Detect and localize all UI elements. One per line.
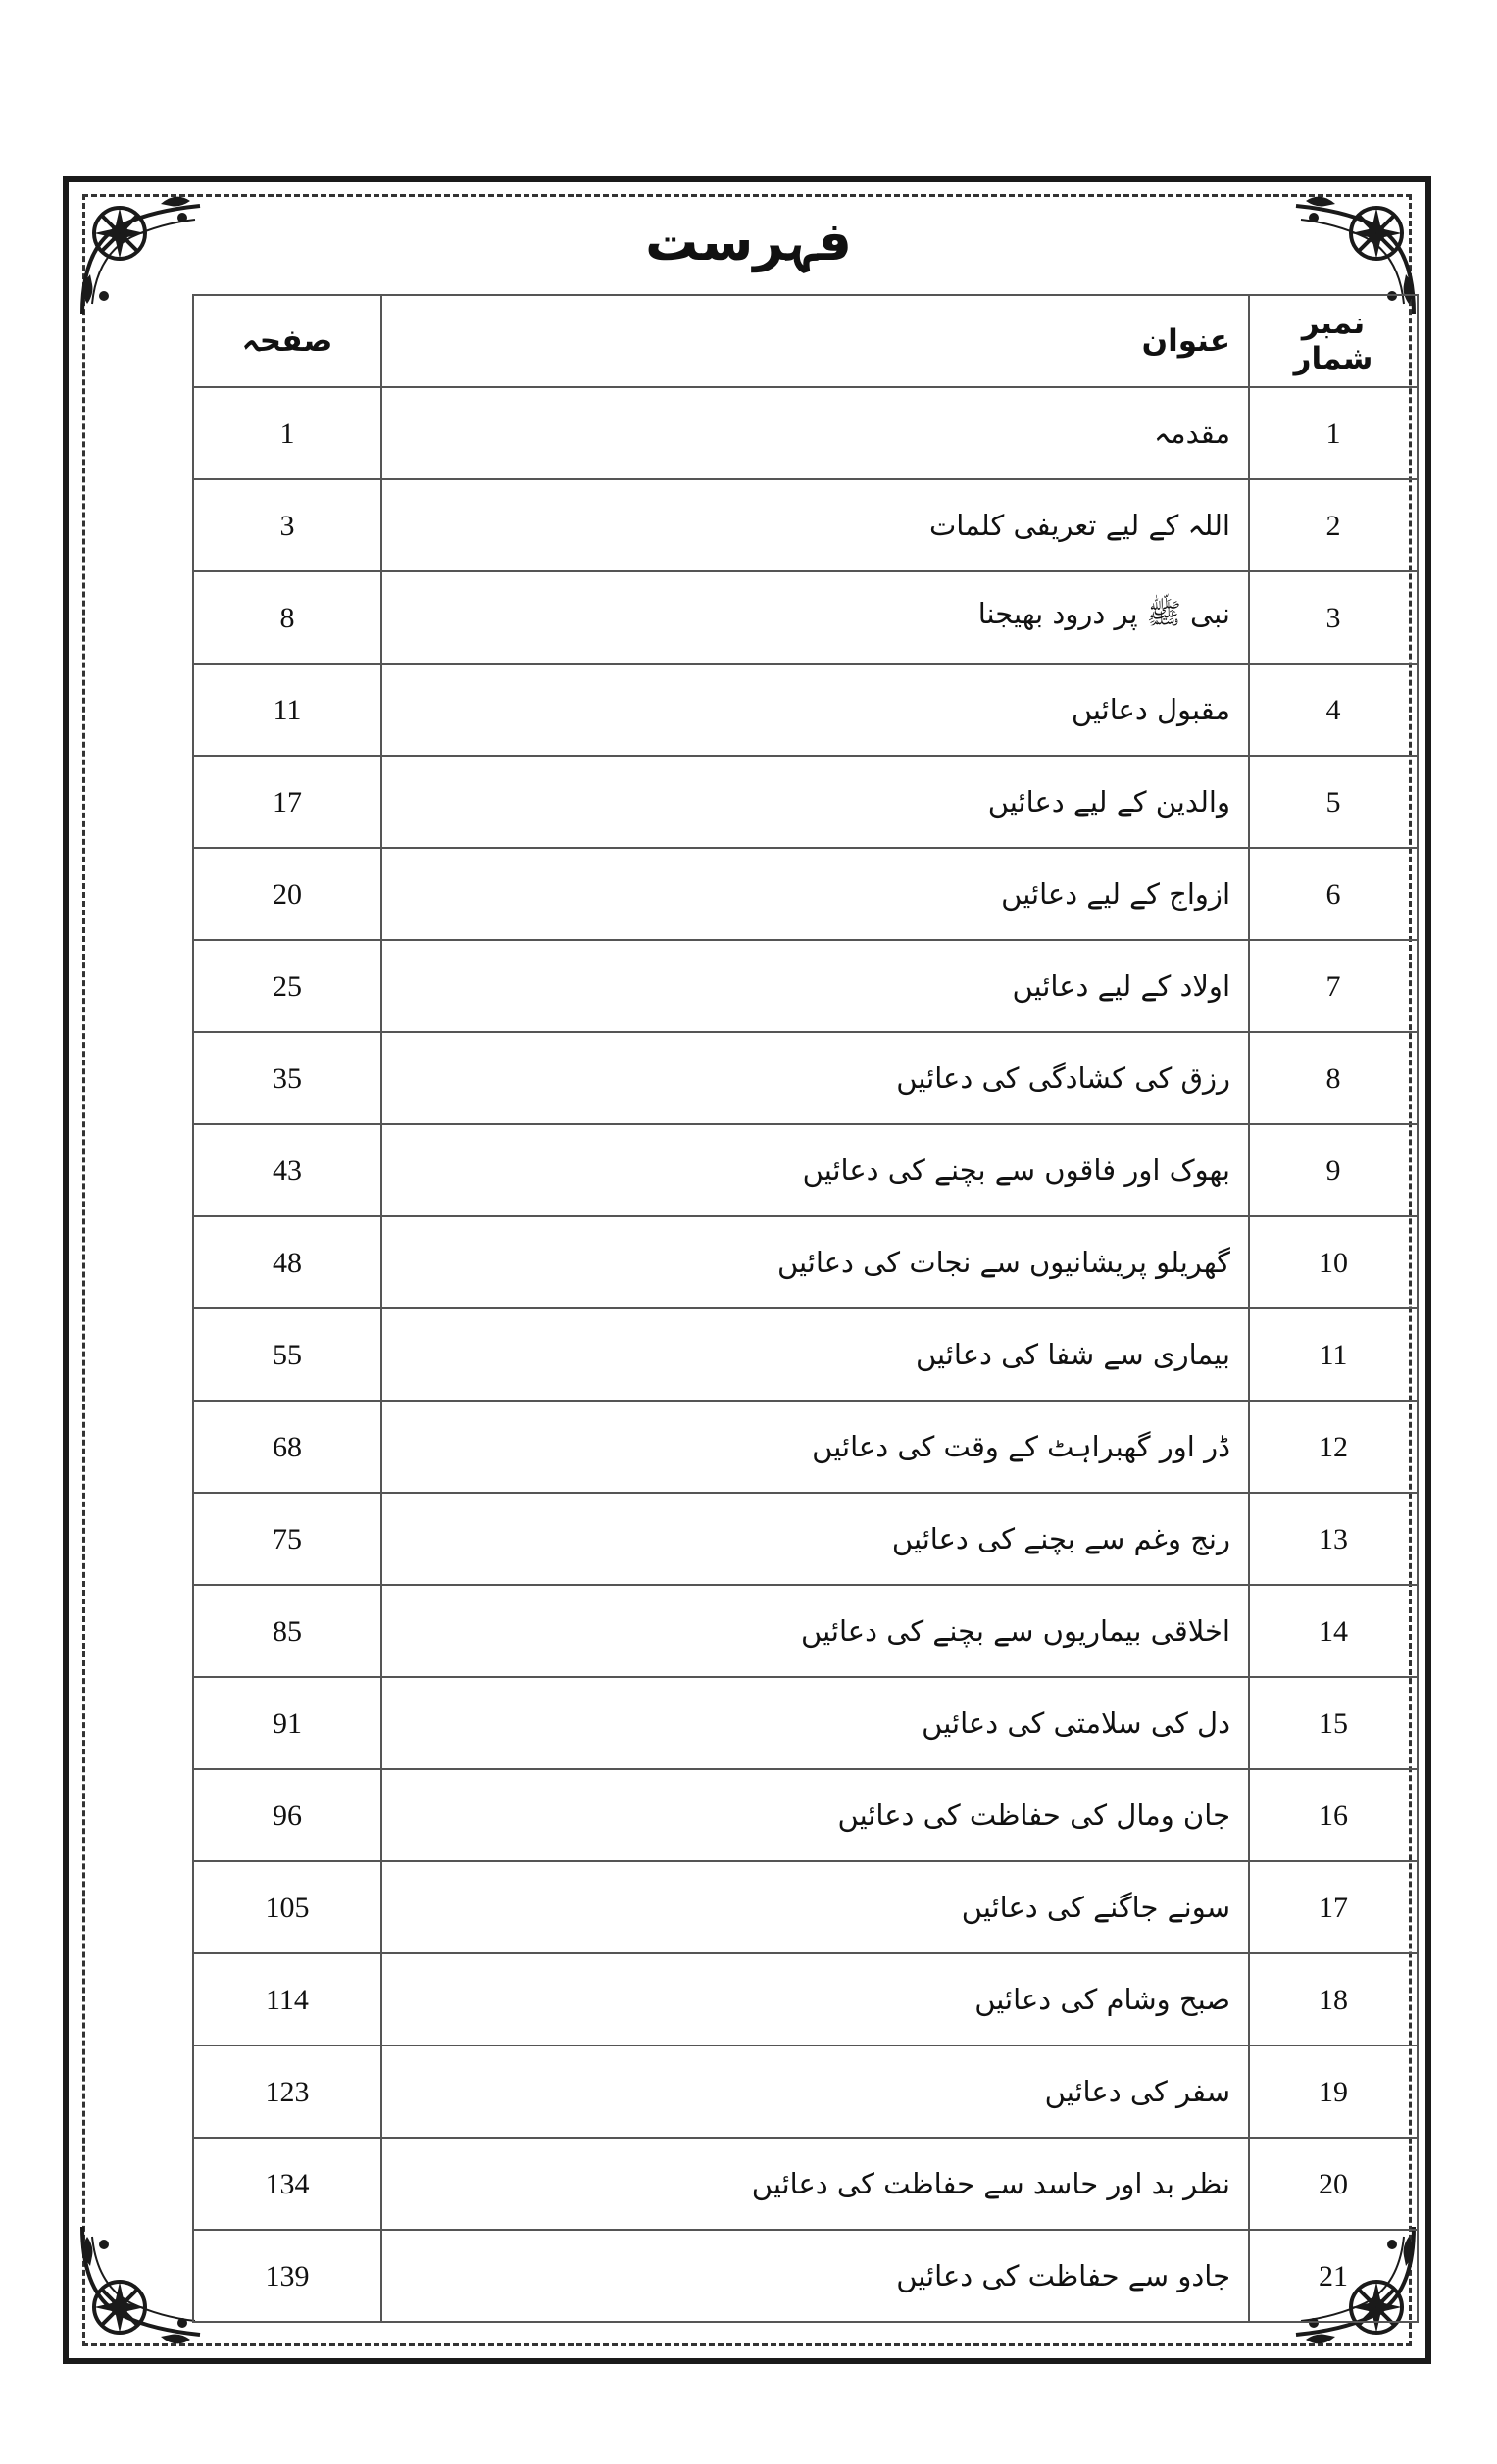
row-number-cell <box>1249 1401 1418 1493</box>
row-title-cell <box>381 1216 1249 1308</box>
row-number: 9 <box>1325 1154 1341 1187</box>
row-page-cell <box>193 479 381 571</box>
row-page-cell <box>193 1124 381 1216</box>
row-number: 1 <box>1325 417 1341 450</box>
header-number: نمبر شمار <box>1249 295 1418 387</box>
row-number-cell <box>1249 1585 1418 1677</box>
row-title[interactable]: جادو سے حفاظت کی دعائیں <box>896 2258 1230 2292</box>
row-number: 14 <box>1319 1614 1348 1648</box>
row-title-cell <box>381 1953 1249 2045</box>
row-number: 6 <box>1325 877 1341 911</box>
row-page-cell <box>193 1308 381 1401</box>
table-row <box>193 940 1418 1032</box>
corner-ornament-icon <box>73 2217 210 2354</box>
row-page-cell <box>193 2230 381 2322</box>
row-number-cell <box>1249 1953 1418 2045</box>
row-title[interactable]: بھوک اور فاقوں سے بچنے کی دعائیں <box>802 1153 1230 1187</box>
row-page-cell <box>193 1401 381 1493</box>
row-title[interactable]: رزق کی کشادگی کی دعائیں <box>896 1060 1230 1095</box>
row-number: 17 <box>1319 1891 1348 1924</box>
row-page: 114 <box>266 1983 309 2016</box>
row-title-cell <box>381 479 1249 571</box>
row-number: 15 <box>1319 1706 1348 1740</box>
row-page: 85 <box>273 1614 302 1648</box>
row-title[interactable]: جان ومال کی حفاظت کی دعائیں <box>837 1798 1230 1832</box>
table-row <box>193 1124 1418 1216</box>
row-number-cell <box>1249 387 1418 479</box>
row-page: 8 <box>279 601 295 634</box>
row-number: 11 <box>1319 1338 1348 1371</box>
row-number-cell <box>1249 1493 1418 1585</box>
row-page-cell <box>193 1032 381 1124</box>
row-number-cell <box>1249 756 1418 848</box>
table-row <box>193 1585 1418 1677</box>
row-page-cell <box>193 1861 381 1953</box>
row-title-cell <box>381 1861 1249 1953</box>
row-title[interactable]: سفر کی دعائیں <box>1044 2074 1230 2108</box>
table-row <box>193 1769 1418 1861</box>
row-page: 134 <box>265 2167 310 2200</box>
row-number: 10 <box>1319 1246 1348 1279</box>
row-number-cell <box>1249 2230 1418 2322</box>
row-number: 5 <box>1325 785 1341 818</box>
row-page: 68 <box>273 1430 302 1463</box>
row-title-cell <box>381 848 1249 940</box>
row-number: 13 <box>1319 1522 1348 1555</box>
row-page: 48 <box>273 1246 302 1279</box>
table-row <box>193 1861 1418 1953</box>
row-page-cell <box>193 1216 381 1308</box>
table-row <box>193 571 1418 664</box>
row-title[interactable]: ڈر اور گھبراہٹ کے وقت کی دعائیں <box>812 1429 1230 1463</box>
table-row <box>193 1308 1418 1401</box>
row-number-cell <box>1249 1308 1418 1401</box>
table-row <box>193 2138 1418 2230</box>
table-row <box>193 2045 1418 2138</box>
row-page: 55 <box>273 1338 302 1371</box>
row-page-cell <box>193 387 381 479</box>
row-number: 7 <box>1325 969 1341 1003</box>
row-page: 105 <box>265 1891 310 1924</box>
row-number-cell <box>1249 2045 1418 2138</box>
table-row <box>193 479 1418 571</box>
row-number-cell <box>1249 1677 1418 1769</box>
table-row <box>193 387 1418 479</box>
row-title-cell <box>381 1585 1249 1677</box>
table-row <box>193 1677 1418 1769</box>
row-number: 21 <box>1319 2259 1348 2292</box>
row-title[interactable]: مقبول دعائیں <box>1071 692 1230 726</box>
table-row <box>193 1216 1418 1308</box>
row-number: 8 <box>1325 1061 1341 1095</box>
row-title[interactable]: گھریلو پریشانیوں سے نجات کی دعائیں <box>776 1245 1230 1279</box>
row-title-cell <box>381 387 1249 479</box>
row-title[interactable]: نبی ﷺ پر درود بھیجنا <box>977 597 1230 630</box>
row-number: 16 <box>1319 1799 1348 1832</box>
row-title-cell <box>381 1493 1249 1585</box>
row-number-cell <box>1249 2138 1418 2230</box>
row-title-cell <box>381 571 1249 664</box>
row-page-cell <box>193 1585 381 1677</box>
row-title-cell <box>381 2045 1249 2138</box>
table-row <box>193 1493 1418 1585</box>
row-title-cell <box>381 2230 1249 2322</box>
row-title[interactable]: ازواج کے لیے دعائیں <box>1001 876 1230 911</box>
row-page-cell <box>193 664 381 756</box>
row-number: 12 <box>1319 1430 1348 1463</box>
table-row <box>193 756 1418 848</box>
header-title: عنوان <box>381 295 1249 387</box>
row-title-cell <box>381 664 1249 756</box>
row-page-cell <box>193 571 381 664</box>
row-title[interactable]: نظر بد اور حاسد سے حفاظت کی دعائیں <box>751 2166 1230 2200</box>
row-title[interactable]: والدین کے لیے دعائیں <box>987 784 1230 818</box>
page-title: فہرست <box>645 211 852 272</box>
row-page-cell <box>193 2045 381 2138</box>
table-row <box>193 1032 1418 1124</box>
row-number-cell <box>1249 571 1418 664</box>
row-number-cell <box>1249 1861 1418 1953</box>
table-row <box>193 848 1418 940</box>
row-page: 25 <box>273 969 302 1003</box>
table-row <box>193 664 1418 756</box>
row-number-cell <box>1249 1124 1418 1216</box>
row-number-cell <box>1249 848 1418 940</box>
row-page: 139 <box>265 2259 310 2292</box>
row-number-cell <box>1249 1216 1418 1308</box>
row-page: 3 <box>279 509 295 542</box>
row-title[interactable]: دل کی سلامتی کی دعائیں <box>922 1705 1230 1740</box>
row-page-cell <box>193 848 381 940</box>
row-title[interactable]: رنج وغم سے بچنے کی دعائیں <box>891 1521 1230 1555</box>
row-page: 11 <box>273 693 302 726</box>
contents-body <box>193 387 1418 2322</box>
row-title-cell <box>381 1401 1249 1493</box>
contents-table <box>192 294 1419 2323</box>
row-page-cell <box>193 1493 381 1585</box>
row-title[interactable]: اللہ کے لیے تعریفی کلمات <box>928 508 1230 542</box>
row-number-cell <box>1249 940 1418 1032</box>
row-number: 3 <box>1325 601 1341 634</box>
row-title-cell <box>381 1677 1249 1769</box>
row-number-cell <box>1249 479 1418 571</box>
row-title-cell <box>381 756 1249 848</box>
row-title[interactable]: صبح وشام کی دعائیں <box>974 1982 1230 2016</box>
row-page: 91 <box>273 1706 302 1740</box>
row-page-cell <box>193 1953 381 2045</box>
row-title[interactable]: اخلاقی بیماریوں سے بچنے کی دعائیں <box>801 1613 1230 1648</box>
table-row <box>193 1401 1418 1493</box>
row-number-cell <box>1249 664 1418 756</box>
row-page: 17 <box>273 785 302 818</box>
row-number-cell <box>1249 1769 1418 1861</box>
row-page: 123 <box>265 2075 310 2108</box>
row-page-cell <box>193 1769 381 1861</box>
row-title-cell <box>381 940 1249 1032</box>
row-page: 75 <box>273 1522 302 1555</box>
row-title-cell <box>381 1032 1249 1124</box>
row-title-cell <box>381 2138 1249 2230</box>
row-title-cell <box>381 1124 1249 1216</box>
row-page: 20 <box>273 877 302 911</box>
row-page: 43 <box>273 1154 302 1187</box>
table-row <box>193 2230 1418 2322</box>
row-title-cell <box>381 1769 1249 1861</box>
row-title-cell <box>381 1308 1249 1401</box>
row-page: 96 <box>273 1799 302 1832</box>
header-page: صفحہ <box>193 295 381 387</box>
row-page-cell <box>193 1677 381 1769</box>
row-title[interactable]: مقدمہ <box>1154 416 1230 450</box>
row-number: 4 <box>1325 693 1341 726</box>
row-title[interactable]: اولاد کے لیے دعائیں <box>1012 968 1230 1003</box>
row-page-cell <box>193 2138 381 2230</box>
row-page-cell <box>193 756 381 848</box>
row-number: 18 <box>1319 1983 1348 2016</box>
row-number-cell <box>1249 1032 1418 1124</box>
table-header-row <box>193 295 1418 387</box>
row-number: 19 <box>1319 2075 1348 2108</box>
row-title[interactable]: بیماری سے شفا کی دعائیں <box>915 1337 1230 1371</box>
row-title[interactable]: سونے جاگنے کی دعائیں <box>961 1890 1230 1924</box>
row-number: 20 <box>1319 2167 1348 2200</box>
table-row <box>193 1953 1418 2045</box>
row-page: 35 <box>273 1061 302 1095</box>
row-number: 2 <box>1325 509 1341 542</box>
row-page: 1 <box>279 417 295 450</box>
row-page-cell <box>193 940 381 1032</box>
